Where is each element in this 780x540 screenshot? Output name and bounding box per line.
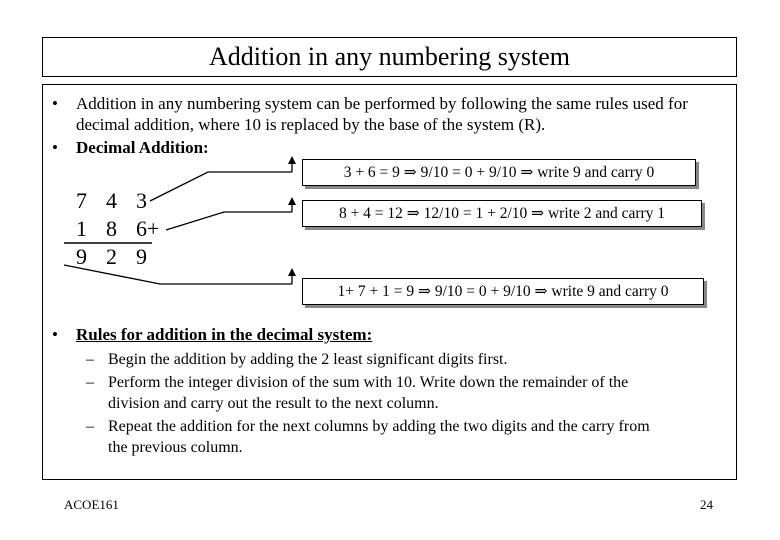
step-1-box (302, 159, 696, 186)
rule-3-line-2: the previous column. (108, 439, 243, 456)
rules-heading: Rules for addition in the decimal system: (76, 325, 373, 344)
dash-icon: – (86, 351, 94, 368)
decimal-addition-heading: Decimal Addition: (76, 138, 209, 157)
rule-1-text: Begin the addition by adding the 2 least significant digits first. (108, 351, 508, 368)
rule-2-line-1: Perform the integer division of the sum with 10. Write down the remainder of the (108, 374, 629, 391)
step-3-text: 1+ 7 + 1 = 9 ⇒ 9/10 = 0 + 9/10 ⇒ write 9 and carry 0 (337, 283, 669, 300)
bullet-icon: • (52, 325, 58, 344)
step-3-box (302, 278, 704, 305)
rule-2-line-2: division and carry out the result to the next column. (108, 395, 439, 412)
bullet-icon: • (52, 94, 58, 113)
step-2-box (302, 200, 702, 227)
slide-title: Addition in any numbering system (42, 37, 737, 77)
intro-paragraph: Addition in any numbering system can be performed by following the same rules used for decimal addition, where 10 is replaced by the base of the system (R). (76, 94, 688, 134)
rule-3-line-1: Repeat the addition for the next columns by adding the two digits and the carry from (108, 418, 650, 435)
dash-icon: – (86, 418, 94, 435)
footer-course: ACOE161 (64, 497, 119, 512)
step-1-text: 3 + 6 = 9 ⇒ 9/10 = 0 + 9/10 ⇒ write 9 and carry 0 (343, 164, 655, 181)
step-2-text: 8 + 4 = 12 ⇒ 12/10 = 1 + 2/10 ⇒ write 2 and carry 1 (338, 205, 666, 222)
footer-page-number: 24 (700, 497, 713, 512)
dash-icon: – (86, 374, 94, 391)
bullet-icon: • (52, 138, 58, 157)
